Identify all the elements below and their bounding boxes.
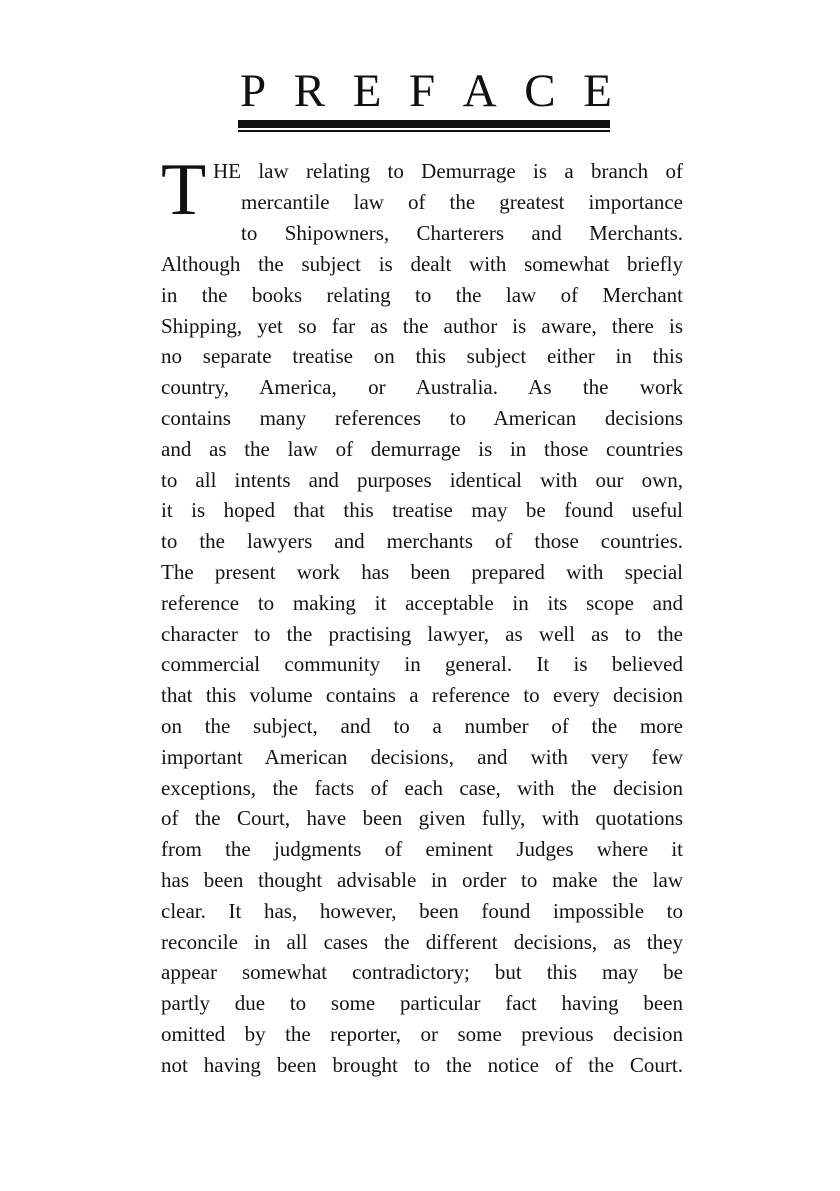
title-rule-thin xyxy=(238,130,610,132)
paragraph-line: Although the subject is dealt with somewhat briefly xyxy=(161,252,683,276)
paragraph-line: not having been brought to the notice of the Court. xyxy=(161,1052,683,1077)
paragraph-line: character to the practising lawyer, as well as to the xyxy=(161,621,683,646)
drop-cap: T xyxy=(161,149,207,231)
paragraph-line: commercial community in general. It is believed xyxy=(161,652,683,677)
paragraph-line: important American decisions, and with very few xyxy=(161,744,683,769)
title-letter: R xyxy=(293,65,326,117)
paragraph-line: it is hoped that this treatise may be found useful xyxy=(161,498,683,523)
paragraph-line: that this volume contains a reference to every decision xyxy=(161,683,683,708)
paragraph-line: reconcile in all cases the different decisions, as they xyxy=(161,929,683,954)
paragraph-line: on the subject, and to a number of the more xyxy=(161,713,683,738)
paragraph-line: and as the law of demurrage is in those countries xyxy=(161,436,683,461)
title-rule-thick xyxy=(238,120,610,128)
paragraph-line: has been thought advisable in order to make the law xyxy=(161,867,683,892)
paragraph-line: clear. It has, however, been found impossible to xyxy=(161,898,683,923)
paragraph-line: country, America, or Australia. As the work xyxy=(161,375,683,400)
page-title xyxy=(240,62,612,120)
paragraph-body xyxy=(161,249,683,1081)
paragraph-line: The present work has been prepared with special xyxy=(161,559,683,584)
paragraph-line: partly due to some particular fact having been xyxy=(161,991,683,1016)
paragraph-line: mercantile law of the greatest importance xyxy=(241,190,683,214)
paragraph-line: appear somewhat contradictory; but this may be xyxy=(161,960,683,985)
paragraph-line: omitted by the reporter, or some previous decision xyxy=(161,1021,683,1046)
title-letter: A xyxy=(462,65,497,117)
paragraph-line: HE law relating to Demurrage is a branch of xyxy=(213,159,683,183)
title-letter: E xyxy=(352,65,382,117)
paragraph-line: reference to making it acceptable in its scope and xyxy=(161,590,683,615)
paragraph-line: to all intents and purposes identical with our own, xyxy=(161,467,683,492)
paragraph-line: contains many references to American decisions xyxy=(161,405,683,430)
paragraph-line: Shipping, yet so far as the author is aware, there is xyxy=(161,313,683,338)
paragraph-line: of the Court, have been given fully, with quotations xyxy=(161,806,683,831)
paragraph-line: exceptions, the facts of each case, with the decision xyxy=(161,775,683,800)
paragraph-line: to the lawyers and merchants of those countries. xyxy=(161,529,683,554)
paragraph-line: from the judgments of eminent Judges where it xyxy=(161,837,683,862)
title-letter: F xyxy=(409,65,436,117)
paragraph-line: in the books relating to the law of Merchant xyxy=(161,282,683,307)
title-letter: P xyxy=(240,65,267,117)
paragraph-line: no separate treatise on this subject either in this xyxy=(161,344,683,369)
title-letter: E xyxy=(583,65,612,117)
paragraph-line: to Shipowners, Charterers and Merchants. xyxy=(241,221,683,245)
title-letter: C xyxy=(524,65,556,117)
